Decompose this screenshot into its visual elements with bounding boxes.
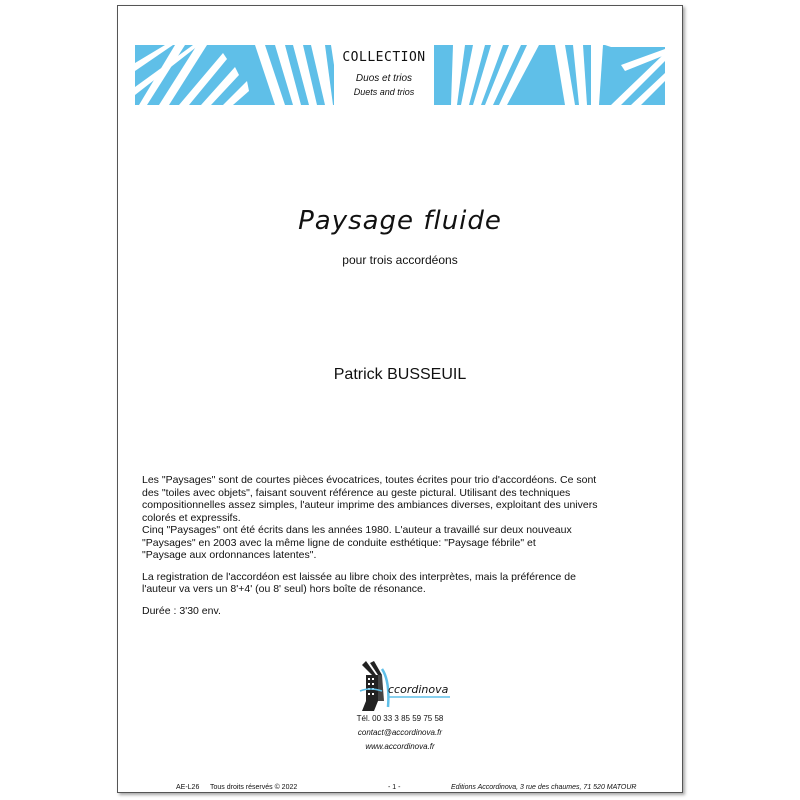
publisher-email: contact@accordinova.fr: [357, 728, 443, 737]
description-line: "Paysage aux ordonnances latentes".: [142, 549, 317, 561]
description-line: colorés et expressifs.: [142, 511, 241, 524]
accordion-icon: [358, 661, 454, 711]
publisher-logo-text: ccordinova: [388, 683, 449, 696]
description-paragraph-1: [142, 474, 662, 562]
description-line: La registration de l'accordéon est laissée au libre choix des interprètes, mais la préférence de: [142, 570, 576, 583]
publisher-phone: Tél. 00 33 3 85 59 75 58: [356, 714, 444, 723]
work-subtitle: pour trois accordéons: [342, 253, 458, 267]
collection-name-en: Duets and trios: [353, 87, 415, 97]
description-line: compositionnelles assez simples, l'auteur imprime des ambiances diverses, exploitant des univers: [142, 499, 598, 511]
catalog-reference: AE-L26: [176, 784, 200, 791]
composer-name: Patrick BUSSEUIL: [333, 366, 467, 383]
collection-label: COLLECTION: [342, 50, 426, 65]
description-line: Les "Paysages" sont de courtes pièces évocatrices, toutes écrites pour trio d'accordéons. Ce sont: [142, 474, 597, 486]
copyright-notice: Tous droits réservés © 2022: [210, 784, 298, 791]
description-line: des "toiles avec objets", faisant souvent référence au geste pictural. Utilisant des techniques: [142, 486, 571, 499]
publisher-website: www.accordinova.fr: [365, 742, 435, 751]
description-line: "Paysages" en 2003 avec la même ligne de conduite esthétique: "Paysage fébrile" et: [142, 536, 536, 549]
publisher-logo: [358, 661, 454, 711]
description-line: l'auteur va vers un 8'+4' (ou 8' seul) hors boîte de résonance.: [142, 583, 426, 595]
score-cover-page: [117, 5, 683, 793]
description-paragraph-2: [142, 571, 662, 596]
publisher-address: Editions Accordinova, 3 rue des chaumes, 71 520 MATOUR: [451, 784, 637, 791]
work-description: [142, 474, 662, 626]
duration: Durée : 3'30 env.: [142, 604, 221, 617]
collection-name-fr: Duos et trios: [355, 73, 413, 84]
collection-label-box: [334, 45, 434, 105]
description-line: Cinq "Paysages" ont été écrits dans les années 1980. L'auteur a travaillé sur deux nouveaux: [142, 524, 572, 536]
work-title: Paysage fluide: [298, 206, 502, 236]
page-number: - 1 -: [388, 784, 401, 791]
